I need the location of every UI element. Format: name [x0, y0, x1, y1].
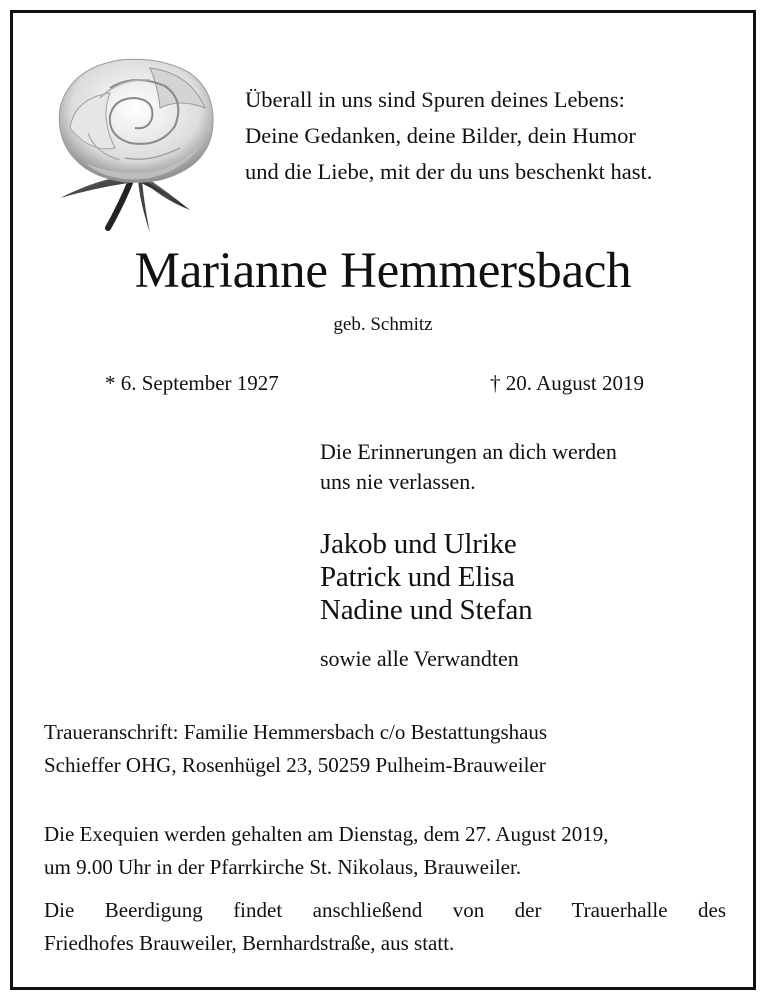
burial-notice: [44, 894, 726, 960]
mourner-family: Nadine und Stefan: [320, 594, 533, 626]
exequies-line: Die Exequien werden gehalten am Dienstag, dem 27. August 2019,: [44, 822, 609, 846]
opening-quote: [245, 82, 652, 190]
burial-line: Die Beerdigung findet anschließend von der Trauerhalle des: [44, 898, 726, 922]
exequies-notice: [44, 818, 609, 884]
burial-line: Friedhofes Brauweiler, Bernhardstraße, aus statt.: [44, 931, 455, 955]
address-line: Traueranschrift: Familie Hemmersbach c/o Bestattungshaus: [44, 720, 548, 744]
quote-line: und die Liebe, mit der du uns beschenkt hast.: [245, 159, 653, 184]
mourning-address: [44, 716, 547, 782]
address-line: Schieffer OHG, Rosenhügel 23, 50259 Pulheim-Brauweiler: [44, 753, 546, 777]
memory-text: [320, 437, 617, 497]
quote-line: Überall in uns sind Spuren deines Lebens:: [245, 87, 625, 112]
mourner-family: Jakob und Ulrike: [320, 528, 517, 560]
mourner-family: Patrick und Elisa: [320, 561, 515, 593]
birth-date: * 6. September 1927: [105, 371, 279, 395]
memory-line: uns nie verlassen.: [320, 469, 476, 494]
decedent-name: Marianne Hemmersbach: [134, 243, 632, 299]
rose-icon: [40, 38, 240, 238]
quote-line: Deine Gedanken, deine Bilder, dein Humor: [245, 123, 636, 148]
death-date: † 20. August 2019: [490, 371, 645, 395]
maiden-name: geb. Schmitz: [333, 314, 433, 335]
relatives-line: sowie alle Verwandten: [320, 646, 519, 671]
mourners-list: [320, 528, 532, 627]
exequies-line: um 9.00 Uhr in der Pfarrkirche St. Nikolaus, Brauweiler.: [44, 855, 522, 879]
memory-line: Die Erinnerungen an dich werden: [320, 439, 617, 464]
